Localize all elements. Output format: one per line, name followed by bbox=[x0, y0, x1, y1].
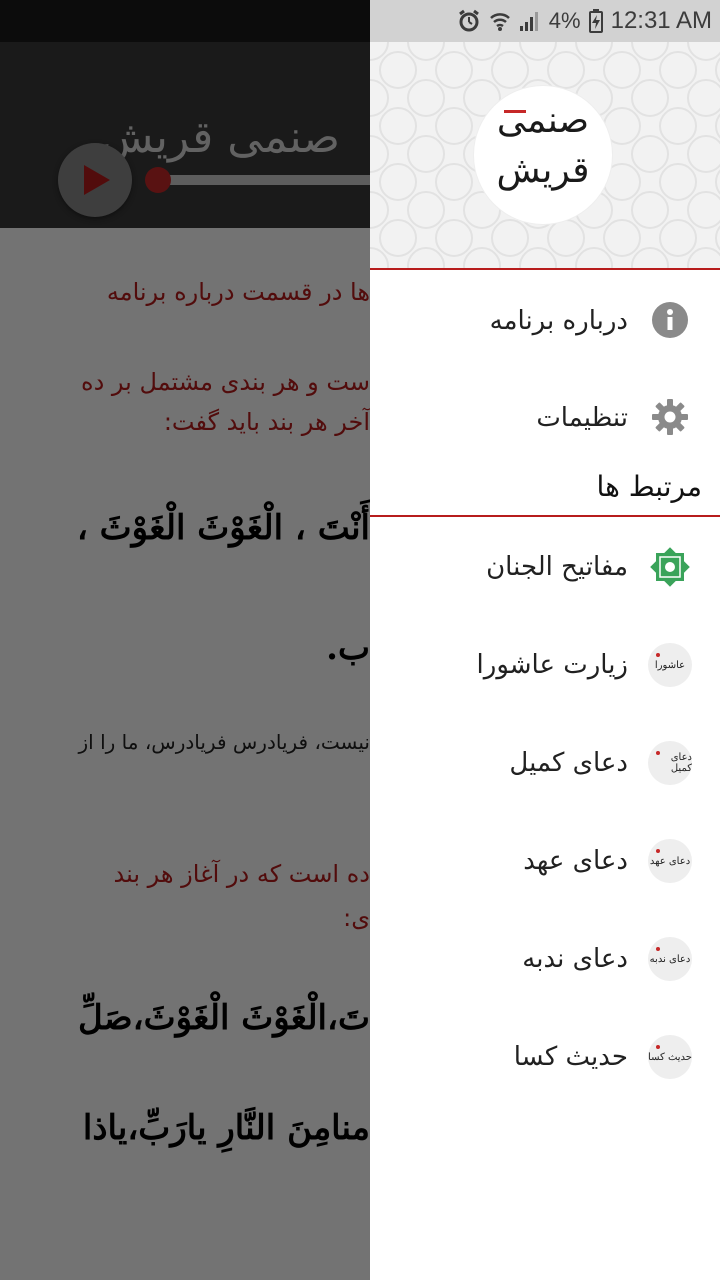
drawer-header bbox=[370, 42, 720, 270]
logo-text: قریش bbox=[496, 150, 590, 191]
menu-item-about[interactable] bbox=[370, 272, 720, 370]
menu-label: زیارت عاشورا bbox=[476, 650, 628, 680]
related-item-ahd[interactable] bbox=[370, 812, 720, 910]
section-divider bbox=[370, 515, 720, 517]
app-logo bbox=[474, 86, 612, 224]
alarm-icon bbox=[457, 9, 481, 33]
menu-item-settings[interactable] bbox=[370, 369, 720, 467]
nudba-icon: دعای ندبه bbox=[648, 937, 692, 981]
battery-percent: 4% bbox=[548, 8, 581, 33]
kumayl-icon: دعای کمیل bbox=[648, 741, 692, 785]
related-item-nudba[interactable] bbox=[370, 910, 720, 1008]
related-item-mafatih[interactable] bbox=[370, 518, 720, 616]
status-bar bbox=[370, 0, 720, 42]
related-item-ashura[interactable] bbox=[370, 616, 720, 714]
mafatih-icon bbox=[648, 545, 692, 589]
battery-charging-icon bbox=[589, 9, 603, 33]
logo-text: صنمی bbox=[496, 100, 590, 141]
ashura-icon: عاشورا bbox=[648, 643, 692, 687]
wifi-icon bbox=[489, 10, 511, 32]
navigation-drawer bbox=[370, 42, 720, 1280]
gear-icon bbox=[652, 399, 688, 435]
menu-label: حدیث کسا bbox=[513, 1042, 628, 1072]
header-divider bbox=[370, 268, 720, 270]
menu-label: تنظیمات bbox=[536, 403, 628, 433]
menu-label: دعای ندبه bbox=[522, 944, 628, 974]
menu-label: دعای عهد bbox=[523, 846, 628, 876]
info-icon bbox=[652, 302, 688, 338]
clock: 12:31 AM bbox=[610, 7, 712, 34]
kisa-icon: حدیث کسا bbox=[648, 1035, 692, 1079]
ahd-icon: دعای عهد bbox=[648, 839, 692, 883]
menu-label: مفاتیح الجنان bbox=[486, 552, 628, 582]
menu-label: دعای کمیل bbox=[509, 748, 628, 778]
related-item-kisa[interactable] bbox=[370, 1008, 720, 1106]
menu-label: درباره برنامه bbox=[489, 306, 628, 336]
related-section-header: مرتبط ها bbox=[596, 470, 702, 503]
signal-icon bbox=[519, 10, 541, 32]
related-item-kumayl[interactable] bbox=[370, 714, 720, 812]
